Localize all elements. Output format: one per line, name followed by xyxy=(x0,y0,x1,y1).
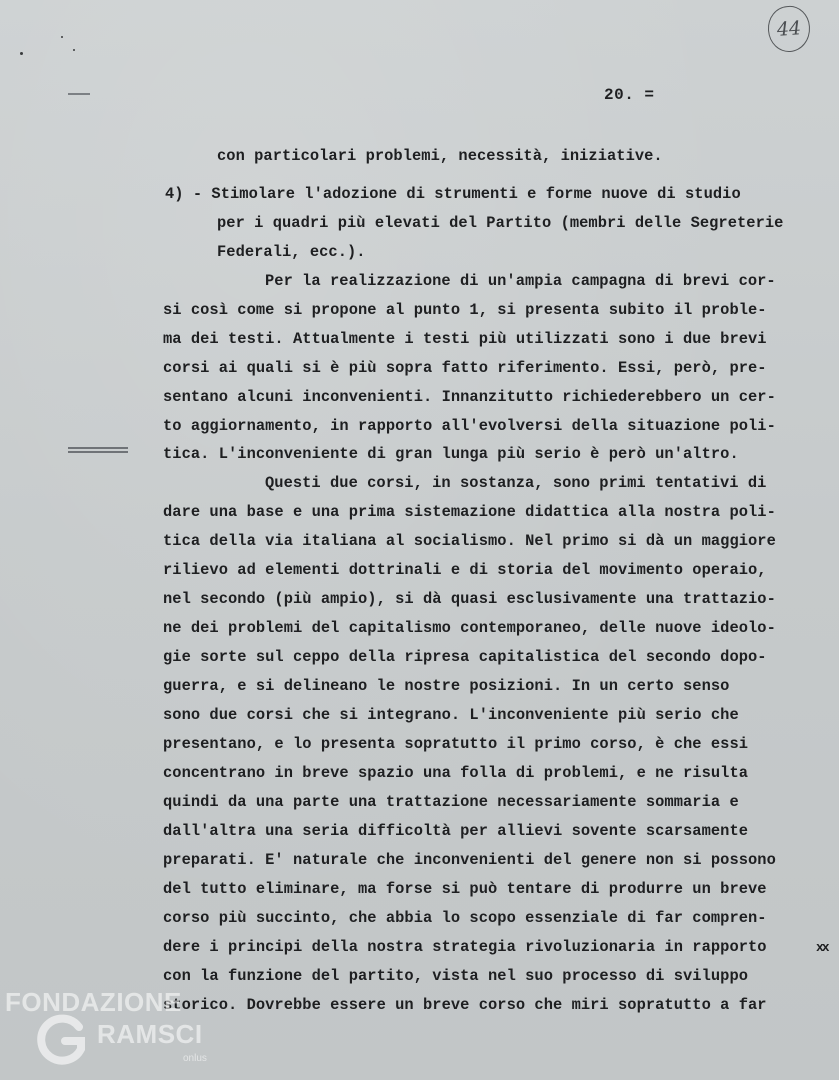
watermark-line1: FONDAZIONE xyxy=(5,987,182,1017)
text-line: sono due corsi che si integrano. L'inconveniente più serio che xyxy=(163,706,739,724)
ink-speck xyxy=(20,52,23,55)
text-line: con particolari problemi, necessità, iniziative. xyxy=(217,147,663,165)
text-line: ma dei testi. Attualmente i testi più utilizzati sono i due brevi xyxy=(163,330,767,348)
watermark-line2: RAMSCI xyxy=(97,1019,203,1049)
text-line: gie sorte sul ceppo della ripresa capitalistica del secondo dopo- xyxy=(163,648,767,666)
text-line: storico. Dovrebbe essere un breve corso che miri sopratutto a far xyxy=(163,996,767,1014)
text-line: corso più succinto, che abbia lo scopo essenziale di far compren- xyxy=(163,909,767,927)
text-line: 4) - Stimolare l'adozione di strumenti e forme nuove di studio xyxy=(165,185,741,203)
text-line: Questi due corsi, in sostanza, sono primi tentativi di xyxy=(265,474,767,492)
text-line: ne dei problemi del capitalismo contemporaneo, delle nuove ideolo- xyxy=(163,619,776,637)
text-line: rilievo ad elementi dottrinali e di storia del movimento operaio, xyxy=(163,561,767,579)
text-line: tica della via italiana al socialismo. Nel primo si dà un maggiore xyxy=(163,532,776,550)
text-line: guerra, e si delineano le nostre posizioni. In un certo senso xyxy=(163,677,730,695)
margin-mark xyxy=(68,447,128,453)
text-line: concentrano in breve spazio una folla di problemi, e ne risulta xyxy=(163,764,749,782)
ink-speck xyxy=(61,36,63,38)
text-line: corsi ai quali si è più sopra fatto riferimento. Essi, però, pre- xyxy=(163,359,767,377)
text-line: tica. L'inconveniente di gran lunga più serio è però un'altro. xyxy=(163,445,739,463)
archive-sheet-number: 44 xyxy=(766,5,811,54)
text-line: per i quadri più elevati del Partito (membri delle Segreterie xyxy=(217,214,784,232)
fondazione-gramsci-watermark xyxy=(5,987,235,1077)
text-line: preparati. E' naturale che inconvenienti del genere non si possono xyxy=(163,851,776,869)
text-line: sentano alcuni inconvenienti. Innanzitutto richiederebbero un cer- xyxy=(163,388,776,406)
ink-speck xyxy=(73,49,75,51)
gramsci-g-logo-icon xyxy=(35,1013,89,1067)
text-line: con la funzione del partito, vista nel suo processo di sviluppo xyxy=(163,967,749,985)
strikeover-mark: xx xyxy=(816,940,828,955)
text-line: dall'altra una seria difficoltà per allievi sovente scarsamente xyxy=(163,822,749,840)
text-line: Federali, ecc.). xyxy=(217,243,366,261)
text-line: dare una base e una prima sistemazione didattica alla nostra poli- xyxy=(163,503,776,521)
text-line: nel secondo (più ampio), si dà quasi esclusivamente una trattazio- xyxy=(163,590,776,608)
text-line: Per la realizzazione di un'ampia campagna di brevi cor- xyxy=(265,272,776,290)
text-line: quindi da una parte una trattazione necessariamente sommaria e xyxy=(163,793,739,811)
text-line: dere i principi della nostra strategia rivoluzionaria in rapporto xyxy=(163,938,767,956)
text-line: si così come si propone al punto 1, si presenta subito il proble- xyxy=(163,301,767,319)
text-line: to aggiornamento, in rapporto all'evolversi della situazione poli- xyxy=(163,417,776,435)
watermark-line3: onlus xyxy=(183,1053,207,1064)
page-number: 20. = xyxy=(604,86,655,104)
text-line: del tutto eliminare, ma forse si può tentare di produrre un breve xyxy=(163,880,767,898)
text-line: presentano, e lo presenta sopratutto il primo corso, è che essi xyxy=(163,735,749,753)
margin-dash xyxy=(68,93,90,95)
